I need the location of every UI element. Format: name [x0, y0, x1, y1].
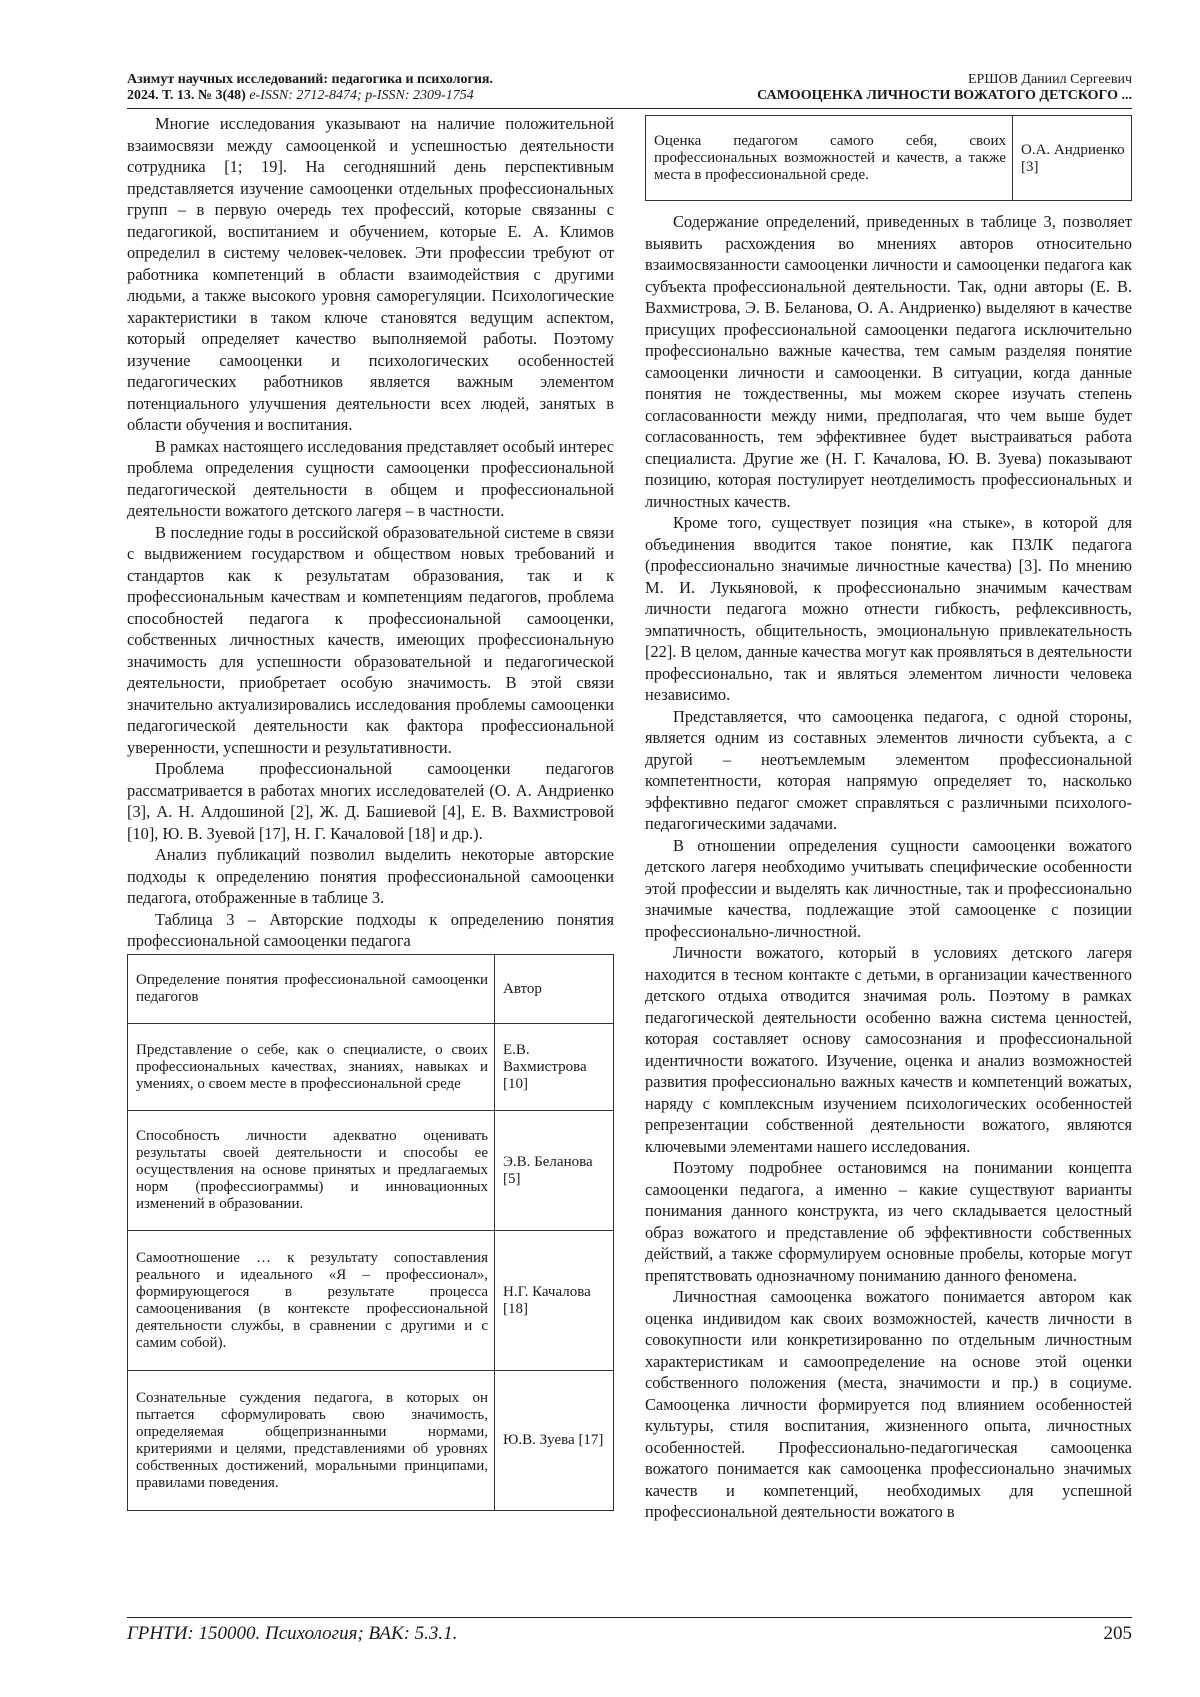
paragraph: Кроме того, существует позиция «на стыке», в которой для объединения вводится такое понятие, как ПЗЛК педагога (профессионально значимые личностные качества) [3]. По мнению М. И. Лукьяновой, к профессионально значимым качествам личности педагога можно отнести гибкость, рефлексивность, эмпатичность, общительность, эмоциональную привлекательность [22]. В целом, данные качества могут как проявляться в деятельности профессионально, так и являться элементом личности человека независимо.: [645, 513, 1132, 704]
paragraph: Представляется, что самооценка педагога, с одной стороны, является одним из составных элементов личности субъекта, а с другой – неотъемлемым элементом профессиональной компетентности, которая напрямую определяет то, насколько эффективно педагог сможет справляться с различными психолого-педагогическими задачами.: [645, 706, 1132, 833]
definitions-table: [127, 954, 614, 1511]
journal-header: [127, 72, 647, 104]
definition-cell: Сознательные суждения педагога, в которых он пытается сформулировать свою значимость, определяемая общепризнанными нормами, критериями и целями, представлениями об уровнях собственных достижений, моральными принципами, правилами поведения.: [128, 1370, 495, 1510]
definition-cell: Самоотношение … к результату сопоставления реального и идеального «Я – профессионал», формирующегося в результате процесса самооценивания (в контексте профессиональной деятельности службы, в сравнении с другими и с самим собой).: [128, 1230, 495, 1370]
table-row: [128, 1110, 614, 1230]
left-column: [127, 113, 614, 1511]
definition-cell: Представление о себе, как о специалисте, о своих профессиональных качествах, знаниях, навыках и умениях, о своем месте в профессиональной среде: [128, 1023, 495, 1110]
table-header-row: [128, 954, 614, 1023]
paragraph: Поэтому подробнее остановимся на понимании концепта самооценки педагога, а именно – какие существуют варианты понимания данного конструкта, из чего складывается целостный образ вожатого и представление об эффективности собственных действий, а также сформулируем основные пробелы, которые могут препятствовать однозначному пониманию данного феномена.: [645, 1158, 1132, 1285]
journal-issn: e-ISSN: 2712-8474; p-ISSN: 2309-1754: [249, 88, 474, 103]
article-title: САМООЦЕНКА ЛИЧНОСТИ ВОЖАТОГО ДЕТСКОГО ...: [757, 88, 1132, 103]
footer-classification: ГРНТИ: 150000. Психология; ВАК: 5.3.1.: [127, 1623, 458, 1644]
definition-cell: Способность личности адекватно оценивать результаты своей деятельности и способы ее осуществления на основе принятых и предлагаемых норм (профессиограммы) и инновационных изменений в образовании.: [128, 1110, 495, 1230]
author-cell: Э.В. Беланова [5]: [495, 1110, 614, 1230]
paragraph: В рамках настоящего исследования представляет особый интерес проблема определения сущности самооценки профессиональной педагогической деятельности в общем и профессиональной деятельности вожатого детского лагеря – в частности.: [127, 436, 614, 520]
paragraph: Многие исследования указывают на наличие положительной взаимосвязи между самооценкой и успешностью деятельности сотрудника [1; 19]. На сегодняшний день перспективным представляется изучение самооценки отдельных профессиональных групп – в первую очередь тех профессий, которые связанны с педагогикой, воспитанием и обучением, которые Е. А. Климов определил в систему человек-человек. Эти профессии требуют от работника компетенций в области взаимодействия с другими людьми, а также высокого уровня саморегуляции. Психологические характеристики в таком ключе становятся ведущим аспектом, который определяет качество выполняемой работы. Поэтому изучение самооценки и психологических особенностей педагогических работников является важным элементом потенциального улучшения деятельности всех людей, занятых в области обучения и воспитания.: [127, 114, 614, 434]
paragraph: Личности вожатого, который в условиях детского лагеря находится в тесном контакте с детьми, в организации качественного детского отдыха отводится значимая роль. Поэтому в рамках педагогической деятельности особенно важна система ценностей, которая составляет основу самосознания и профессиональной идентичности вожатого. Изучение, оценка и анализ возможностей развития профессионально важных качеств и компетенций вожатых, наряду с комплексным изучением психологических особенностей репрезентации собственной деятельности вожатого, являются ключевыми элементами нашего исследования.: [645, 943, 1132, 1156]
page-number: 205: [1103, 1623, 1132, 1644]
table-row: [646, 116, 1132, 201]
footer-divider: [127, 1617, 1132, 1618]
table-header-cell: Определение понятия профессиональной самооценки педагогов: [128, 954, 495, 1023]
article-header: [612, 72, 1132, 104]
paragraph: В последние годы в российской образовательной системе в связи с выдвижением государством и обществом новых требований и стандартов как к результатам образования, так и к профессиональным качествам и компетенциям педагогов, проблема способностей педагога к профессиональной самооценки, собственных личностных качеств, имеющих профессиональную значимость для успешности образовательной и педагогической деятельности, приобретает особую значимость. В этой связи значительно актуализировались исследования проблемы самооценки педагогической деятельности как фактора профессиональной уверенности, успешности и результативности.: [127, 522, 614, 757]
table-caption: Таблица 3 – Авторские подходы к определению понятия профессиональной самооценки педагога: [127, 909, 614, 950]
definitions-table-continuation: [645, 115, 1132, 201]
author-cell: О.А. Андриенко [3]: [1013, 116, 1132, 201]
article-author: ЕРШОВ Даниил Сергеевич: [968, 72, 1132, 87]
paragraph: Личностная самооценка вожатого понимается автором как оценка индивидом как своих возможностей, качеств личности в совокупности или конкретизированно по отдельным личностным характеристикам и самоопределение на основе этой оценки собственного положения (места, значимости и пр.) в социуме. Самооценка личности формируется под влиянием особенностей культуры, стиля воспитания, жизненного опыта, личностных особенностей. Профессионально-педагогическая самооценка вожатого понимается как самооценка профессионально значимых качеств и компетенций, необходимых для успешной профессиональной деятельности вожатого в: [645, 1287, 1132, 1521]
table-row: [128, 1370, 614, 1510]
journal-volume: 2024. Т. 13. № 3(48): [127, 88, 250, 103]
table-row: [128, 1023, 614, 1110]
paragraph: Проблема профессиональной самооценки педагогов рассматривается в работах многих исследователей (О. А. Андриенко [3], А. Н. Алдошиной [2], Ж. Д. Башиевой [4], Е. В. Вахмистровой [10], Ю. В. Зуевой [17], Н. Г. Качаловой [18] и др.).: [127, 759, 614, 843]
paragraph: Анализ публикаций позволил выделить некоторые авторские подходы к определению понятия профессиональной самооценки педагога, отображенные в таблице 3.: [127, 845, 614, 907]
author-cell: Н.Г. Качалова [18]: [495, 1230, 614, 1370]
journal-issue: [127, 88, 647, 104]
author-cell: Е.В. Вахмистрова [10]: [495, 1023, 614, 1110]
author-cell: Ю.В. Зуева [17]: [495, 1370, 614, 1510]
journal-name: Азимут научных исследований: педагогика и психология.: [127, 72, 494, 87]
table-header-cell: Автор: [495, 954, 614, 1023]
paragraph: Содержание определений, приведенных в таблице 3, позволяет выявить расхождения во мнениях авторов относительно взаимосвязанности самооценки личности и самооценки педагога как субъекта профессиональной деятельности. Так, одни авторы (Е. В. Вахмистрова, Э. В. Беланова, О. А. Андриенко) выделяют в качестве присущих профессиональной самооценки педагога исключительно профессионально важные качества, тем самым разделяя понятие самооценки личности и самооценки. В ситуации, когда данные понятия не тождественны, мы можем скорее изучать степень согласованности между ними, предполагая, что чем выше будет согласованность, тем эффективнее будет выстраиваться работа специалиста. Другие же (Н. Г. Качалова, Ю. В. Зуева) показывают позицию, которая постулирует неотделимость профессиональных и личностных качеств.: [645, 212, 1132, 511]
table-row: [128, 1230, 614, 1370]
right-column: [645, 113, 1132, 1523]
paragraph: В отношении определения сущности самооценки вожатого детского лагеря необходимо учитывать специфические особенности этой профессии и выделять как личностные, так и профессионально значимые качества, подлежащие этой самооценке с позиции профессионально-личностной.: [645, 835, 1132, 941]
definition-cell: Оценка педагогом самого себя, своих профессиональных возможностей и качеств, а также места в профессиональной среде.: [646, 116, 1013, 201]
header-divider: [127, 108, 1132, 109]
